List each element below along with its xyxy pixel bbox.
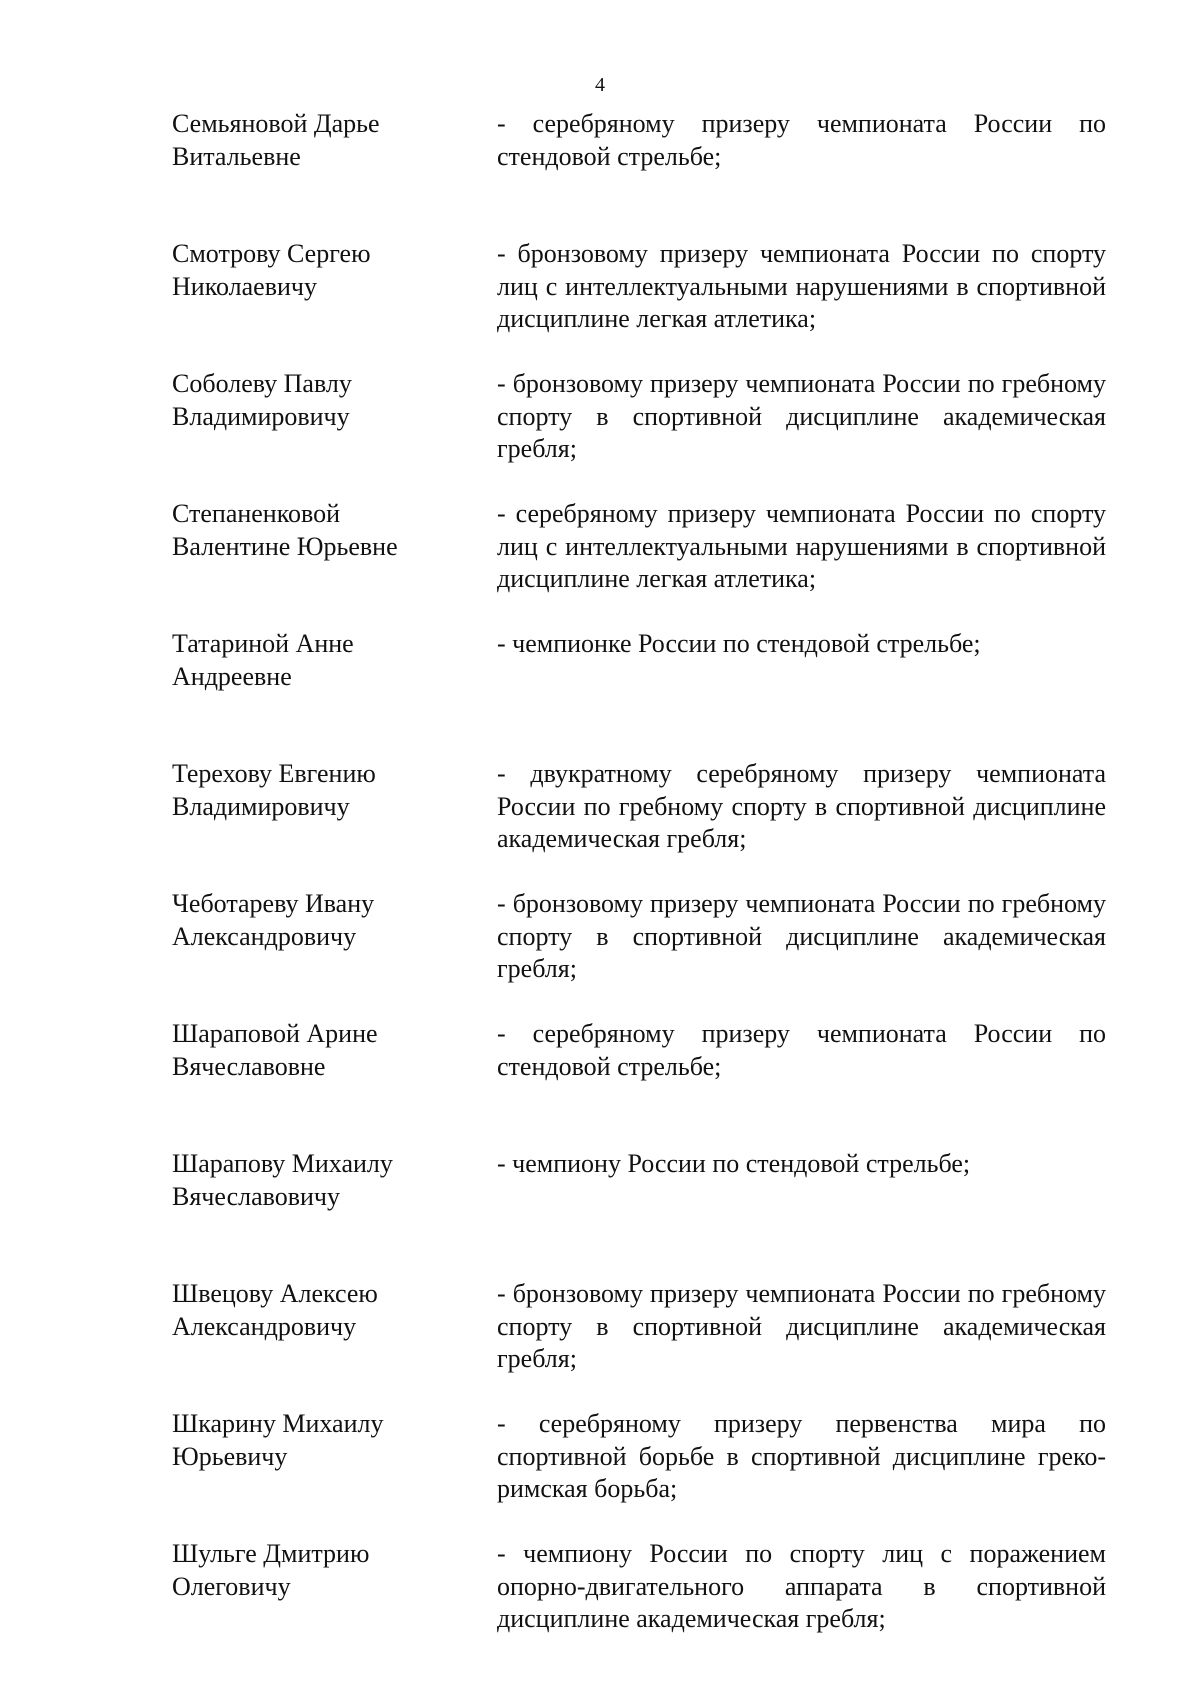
award-description: - чемпиону России по стендовой стрельбе; [497, 1149, 971, 1178]
recipient-name: Шарапову Михаилу Вячеславовичу [172, 1149, 393, 1211]
award-description: - бронзовому призеру чемпионата России по гребному спорту в спортивной дисциплине академическая гребля; [497, 369, 1106, 463]
recipient-name: Шараповой Арине Вячеславовне [172, 1019, 378, 1081]
award-entry [172, 888, 1106, 1018]
recipient-name: Шкарину Михаилу Юрьевичу [172, 1409, 384, 1471]
award-entry [172, 758, 1106, 888]
award-description: - бронзовому призеру чемпионата России по спорту лиц с интеллектуальными нарушениями в спортивной дисциплине легкая атлетика; [497, 239, 1106, 333]
award-entry [172, 108, 1106, 238]
recipient-name: Шульге Дмитрию Олеговичу [172, 1539, 370, 1601]
recipient-name: Татариной Анне Андреевне [172, 629, 354, 691]
recipient-name: Степаненковой Валентине Юрьевне [172, 499, 398, 561]
award-entry [172, 238, 1106, 368]
award-entry [172, 498, 1106, 628]
award-description: - серебряному призеру первенства мира по спортивной борьбе в спортивной дисциплине греко-римская борьба; [497, 1409, 1106, 1503]
award-description: - серебряному призеру чемпионата России по спорту лиц с интеллектуальными нарушениями в спортивной дисциплине легкая атлетика; [497, 499, 1106, 593]
award-description: - чемпионке России по стендовой стрельбе; [497, 629, 981, 658]
recipient-name: Смотрову Сергею Николаевичу [172, 239, 371, 301]
award-entry [172, 1408, 1106, 1538]
recipient-name: Чеботареву Ивану Александровичу [172, 889, 375, 951]
award-description: - чемпиону России по спорту лиц с поражением опорно-двигательного аппарата в спортивной дисциплине академическая гребля; [497, 1539, 1106, 1633]
award-entry [172, 1148, 1106, 1278]
award-entry [172, 368, 1106, 498]
award-description: - бронзовому призеру чемпионата России по гребному спорту в спортивной дисциплине академическая гребля; [497, 889, 1106, 983]
award-description: - серебряному призеру чемпионата России по стендовой стрельбе; [497, 109, 1106, 171]
award-entry [172, 1018, 1106, 1148]
award-description: - серебряному призеру чемпионата России по стендовой стрельбе; [497, 1019, 1106, 1081]
recipient-name: Швецову Алексею Александровичу [172, 1279, 378, 1341]
award-description: - бронзовому призеру чемпионата России по гребному спорту в спортивной дисциплине академическая гребля; [497, 1279, 1106, 1373]
award-entry [172, 1278, 1106, 1408]
recipient-name: Терехову Евгению Владимировичу [172, 759, 376, 821]
award-entry [172, 628, 1106, 758]
recipient-name: Соболеву Павлу Владимировичу [172, 369, 352, 431]
recipient-name: Семьяновой Дарье Витальевне [172, 109, 380, 171]
award-list [172, 108, 1106, 1668]
page-number: 4 [595, 74, 605, 96]
award-description: - двукратному серебряному призеру чемпионата России по гребному спорту в спортивной дисциплине академическая гребля; [497, 759, 1106, 853]
award-entry [172, 1538, 1106, 1668]
